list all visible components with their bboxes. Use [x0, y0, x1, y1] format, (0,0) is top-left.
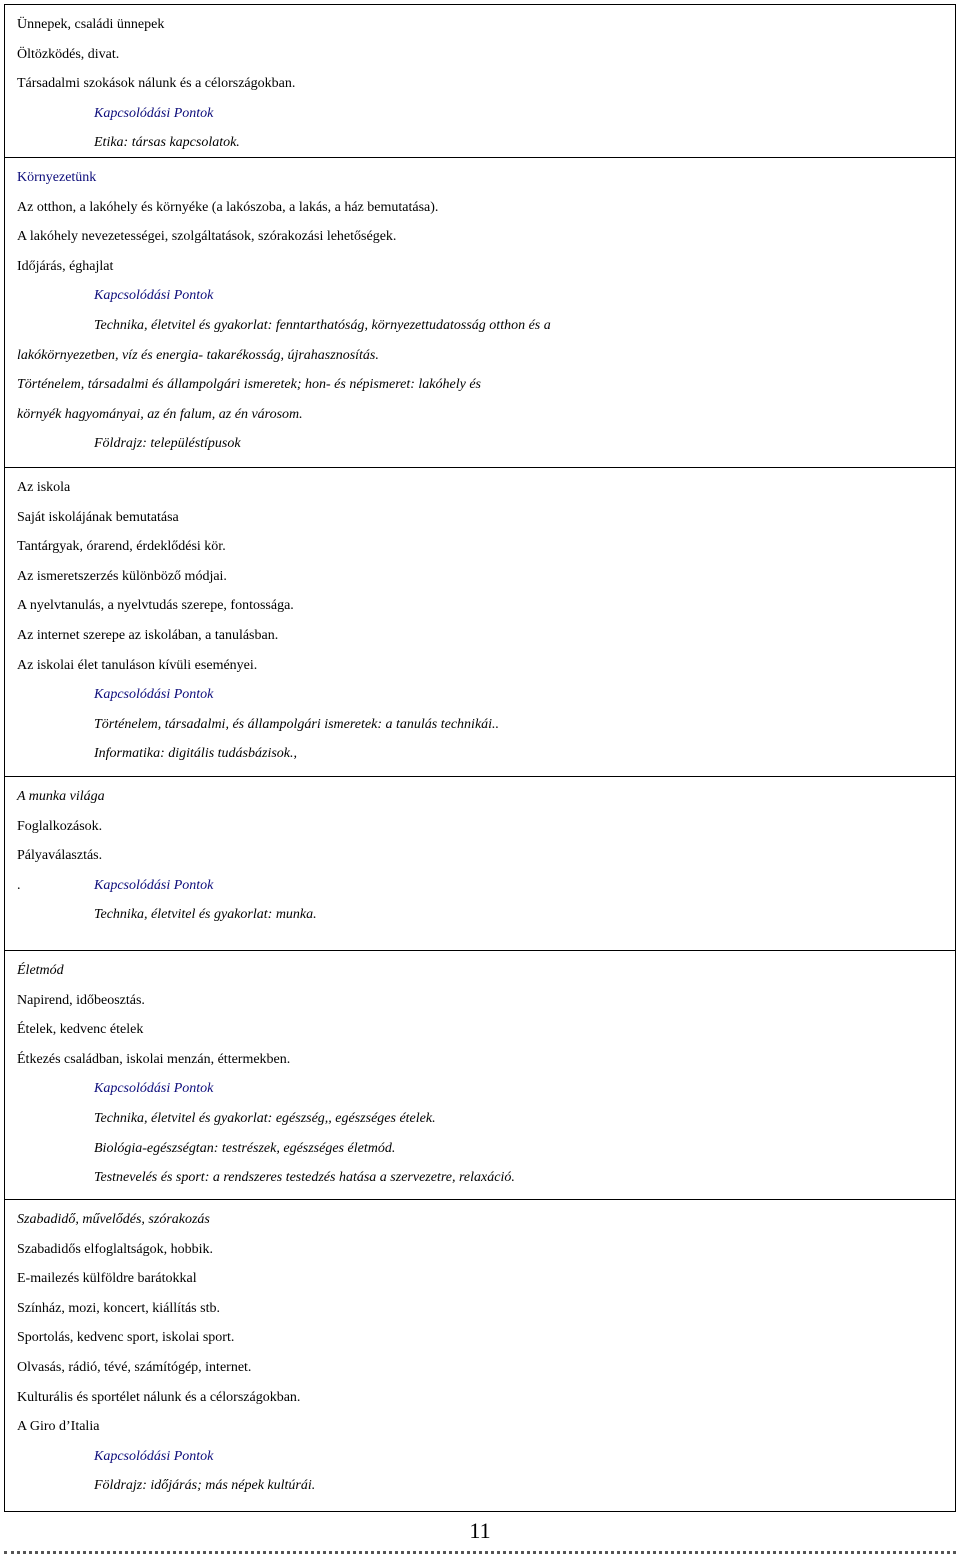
text-line: Biológia-egészségtan: testrészek, egészséges életmód. [94, 1140, 396, 1156]
text-line: Szabadidős elfoglaltságok, hobbik. [17, 1241, 213, 1257]
text-line: Testnevelés és sport: a rendszeres testedzés hatása a szervezetre, relaxáció. [94, 1170, 515, 1186]
text-line: E-mailezés külföldre barátokkal [17, 1271, 197, 1287]
text-line: Kapcsolódási Pontok [94, 288, 214, 304]
text-line: Az otthon, a lakóhely és környéke (a lakószoba, a lakás, a ház bemutatása). [17, 199, 439, 215]
page-number: 11 [469, 1518, 491, 1543]
text-line: Technika, életvitel és gyakorlat: egészség,, egészséges ételek. [94, 1110, 436, 1126]
text-line: Informatika: digitális tudásbázisok., [94, 746, 297, 762]
text-line: lakókörnyezetben, víz és energia- takarékosság, újrahasznosítás. [17, 347, 379, 363]
text-line: Társadalmi szokások nálunk és a célországokban. [17, 76, 296, 92]
text-line: A lakóhely nevezetességei, szolgáltatások, szórakozási lehetőségek. [17, 229, 397, 245]
text-line: Tantárgyak, órarend, érdeklődési kör. [17, 539, 226, 555]
text-line: Földrajz: időjárás; más népek kultúrái. [94, 1478, 316, 1494]
table-cell [4, 158, 956, 468]
table-cell [4, 777, 956, 951]
text-line: Környezetünk [17, 170, 97, 185]
text-line: Történelem, társadalmi és állampolgári ismeretek; hon- és népismeret: lakóhely és [17, 377, 481, 393]
text-line: A Giro d’Italia [17, 1419, 100, 1435]
text-line: Pályaválasztás. [17, 848, 103, 864]
text-line: Napirend, időbeosztás. [17, 992, 145, 1008]
text-line: környék hagyományai, az én falum, az én városom. [17, 406, 303, 422]
text-line: Időjárás, éghajlat [17, 258, 114, 274]
text-line: Technika, életvitel és gyakorlat: fenntarthatóság, környezettudatosság otthon és a [94, 317, 551, 333]
text-line: Földrajz: településtípusok [94, 436, 241, 452]
document-table [4, 4, 956, 1512]
table-cell [4, 4, 956, 158]
text-line: Saját iskolájának bemutatása [17, 509, 179, 525]
text-line: Technika, életvitel és gyakorlat: munka. [94, 907, 317, 923]
table-cell [4, 951, 956, 1200]
text-line: Az iskola [17, 480, 71, 495]
text-line: Ünnepek, családi ünnepek [17, 17, 165, 32]
text-line: Kapcsolódási Pontok [94, 687, 214, 703]
text-line: Szabadidő, művelődés, szórakozás [17, 1212, 210, 1227]
text-line: Az internet szerepe az iskolában, a tanulásban. [17, 627, 279, 643]
text-line: Ételek, kedvenc ételek [17, 1022, 144, 1038]
text-line: . Kapcsolódási Pontok [17, 877, 214, 893]
text-line: Étkezés családban, iskolai menzán, éttermekben. [17, 1051, 291, 1067]
text-line: Kapcsolódási Pontok [94, 105, 214, 121]
footer-dotted-rule [4, 1551, 956, 1554]
text-line: Kapcsolódási Pontok [94, 1081, 214, 1097]
text-line: Történelem, társadalmi, és állampolgári ismeretek: a tanulás technikái.. [94, 716, 500, 732]
text-line: Kapcsolódási Pontok [94, 1448, 214, 1464]
text-line: Öltözködés, divat. [17, 46, 120, 62]
text-line: Az iskolai élet tanuláson kívüli eseményei. [17, 657, 258, 673]
text-line: Foglalkozások. [17, 818, 103, 834]
text-line: Az ismeretszerzés különböző módjai. [17, 568, 227, 584]
text-line: Sportolás, kedvenc sport, iskolai sport. [17, 1330, 235, 1346]
text-line: Színház, mozi, koncert, kiállítás stb. [17, 1300, 220, 1316]
text-line: Etika: társas kapcsolatok. [94, 135, 240, 151]
table-cell [4, 468, 956, 777]
text-line: A munka világa [17, 789, 105, 804]
text-line: Életmód [17, 963, 64, 978]
text-line: Kulturális és sportélet nálunk és a célországokban. [17, 1389, 301, 1405]
text-line: A nyelvtanulás, a nyelvtudás szerepe, fontossága. [17, 598, 294, 614]
table-cell [4, 1200, 956, 1512]
text-line: Olvasás, rádió, tévé, számítógép, internet. [17, 1359, 252, 1375]
